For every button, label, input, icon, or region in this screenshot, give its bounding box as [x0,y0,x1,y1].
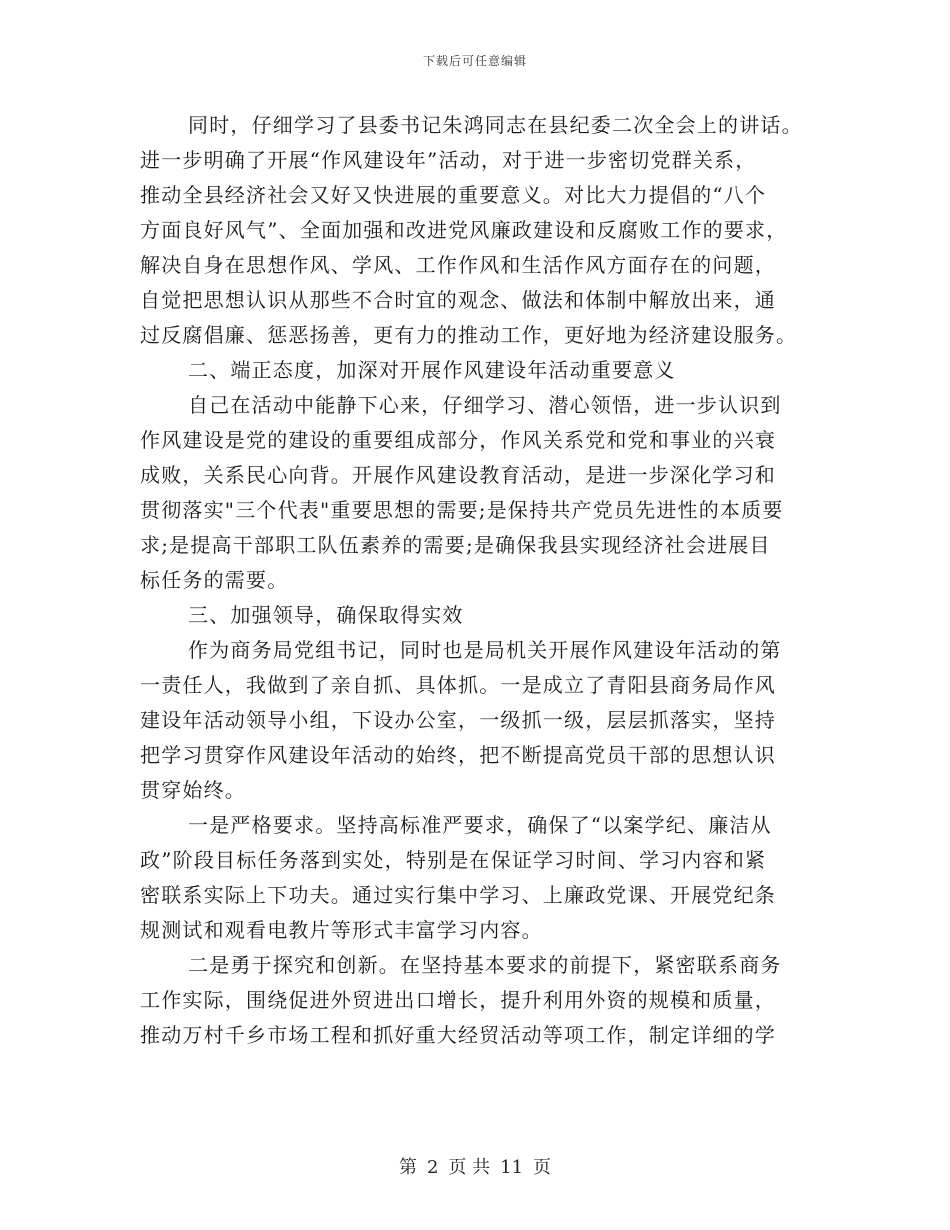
section-heading-3 [140,598,810,633]
line: 推动万村千乡市场工程和抓好重大经贸活动等项工作，制定详细的学 [140,1023,776,1047]
line: 把学习贯穿作风建设年活动的始终，把不断提高党员干部的思想认识 [140,743,776,767]
paragraph-6 [140,808,810,948]
page-number: 2 [426,1157,439,1178]
line: 一责任人，我做到了亲自抓、具体抓。一是成立了青阳县商务局作风 [140,673,776,697]
line: 作风建设是党的建设的重要组成部分，作风关系党和党和事业的兴衰 [140,428,776,452]
line: 标任务的需要。 [140,568,289,592]
paragraph-7 [140,948,810,1053]
paragraph-1 [140,108,810,353]
line: 贯穿始终。 [140,778,246,802]
line: 同时，仔细学习了县委书记朱鸿同志在县纪委二次全会上的讲话。 [188,113,803,137]
line: 密联系实际上下功夫。通过实行集中学习、上廉政党课、开展党纪条 [140,883,776,907]
paragraph-3 [140,388,810,598]
page-footer [0,1153,950,1179]
line: 政”阶段目标任务落到实处，特别是在保证学习时间、学习内容和紧 [140,848,767,872]
line: 自觉把思想认识从那些不合时宜的观念、做法和体制中解放出来，通 [140,288,776,312]
line: 一是严格要求。坚持高标准严要求，确保了“以案学纪、廉洁从 [188,813,772,837]
line: 求;是提高干部职工队伍素养的需要;是确保我县实现经济社会进展目 [140,533,771,557]
line: 解决自身在思想作风、学风、工作作风和生活作风方面存在的问题， [140,253,776,277]
document-body [140,108,810,1053]
footer-prefix: 第 [398,1157,417,1178]
line: 二是勇于探究和创新。在坚持基本要求的前提下，紧密联系商务 [188,953,782,977]
line: 建设年活动领导小组，下设办公室，一级抓一级，层层抓落实，坚持 [140,708,776,732]
line: 三、加强领导，确保取得实效 [188,603,464,627]
line: 规测试和观看电教片等形式丰富学习内容。 [140,918,543,942]
footer-suffix: 页 [533,1157,552,1178]
line: 工作实际，围绕促进外贸进出口增长，提升利用外资的规模和质量， [140,988,776,1012]
line: 贯彻落实"三个代表"重要思想的需要;是保持共产党员先进性的本质要 [140,498,784,522]
page-header: 下载后可任意编辑 [422,54,527,68]
line: 方面良好风气”、全面加强和改进党风廉政建设和反腐败工作的要求， [140,218,788,242]
line: 进一步明确了开展“作风建设年”活动，对于进一步密切党群关系， [140,148,757,172]
line: 过反腐倡廉、惩恶扬善，更有力的推动工作，更好地为经济建设服务。 [140,323,798,347]
section-heading-2 [140,353,810,388]
line: 推动全县经济社会又好又快进展的重要意义。对比大力提倡的“八个 [140,183,767,207]
line: 作为商务局党组书记，同时也是局机关开展作风建设年活动的第 [188,638,782,662]
line: 成败，关系民心向背。开展作风建设教育活动，是进一步深化学习和 [140,463,776,487]
paragraph-5 [140,633,810,808]
line: 二、端正态度，加深对开展作风建设年活动重要意义 [188,358,676,382]
page-total: 11 [500,1157,524,1178]
line: 自己在活动中能静下心来，仔细学习、潜心领悟，进一步认识到 [188,393,782,417]
footer-middle: 页 共 [448,1157,491,1178]
